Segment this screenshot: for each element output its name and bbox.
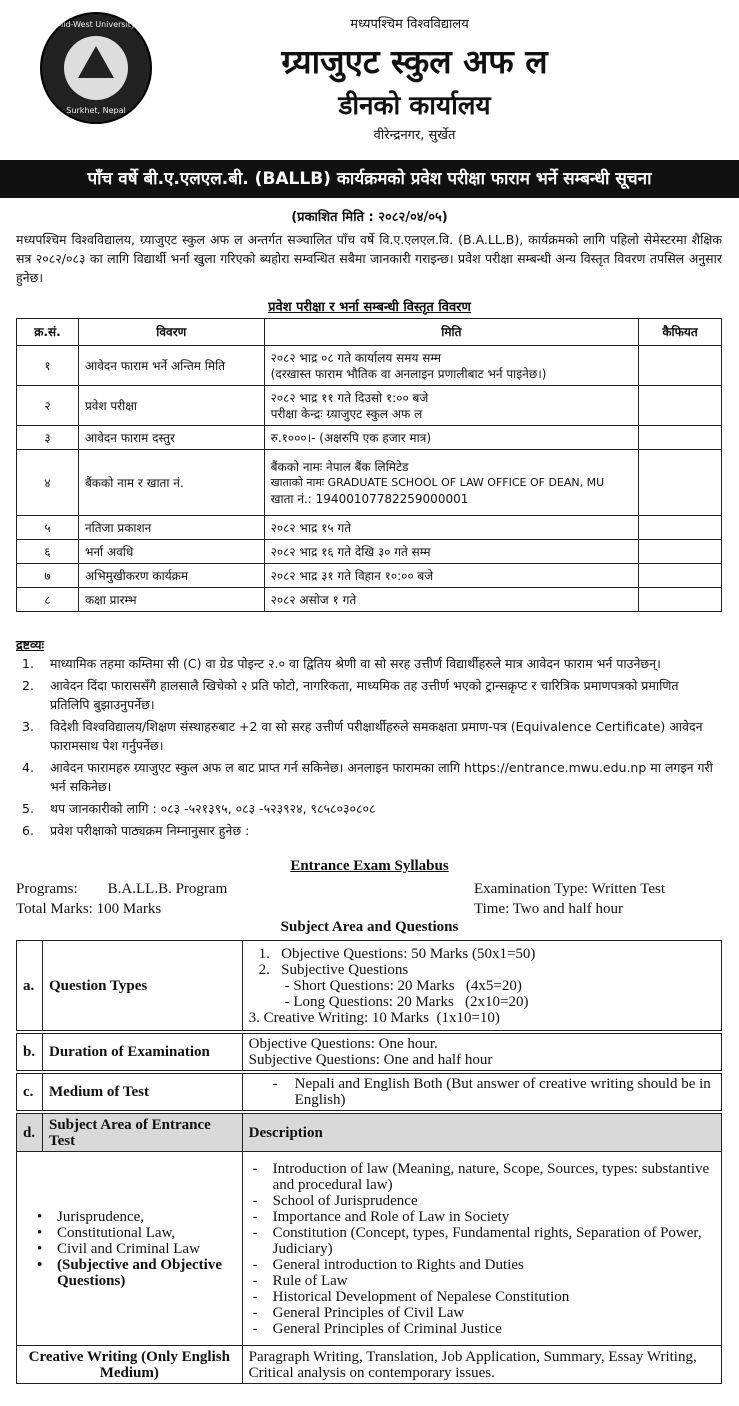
topic-text: School of Jurisprudence	[272, 1192, 418, 1209]
table-row	[17, 516, 722, 540]
dash-bullet-icon: -	[252, 1208, 258, 1225]
row-desc: अभिमुखीकरण कार्यक्रम	[78, 564, 264, 588]
table-row	[17, 1034, 722, 1071]
row-remarks	[639, 450, 722, 516]
row-remarks	[639, 426, 722, 450]
medium-text: Nepali and English Both (But answer of creative writing should be in English)	[294, 1076, 711, 1108]
question-types-cell	[242, 941, 721, 1031]
list-item: - Short Questions: 20 Marks (4x5=20)	[284, 977, 522, 994]
note-number: 5.	[22, 801, 34, 816]
date-line: २०८२ भाद्र ०८ गते कार्यालय समय सम्म	[270, 350, 442, 365]
programs-text: Programs: B.A.LL.B. Program	[16, 881, 228, 897]
list-item	[16, 821, 722, 840]
note-text: माध्यामिक तहमा कम्तिमा सी (C) वा ग्रेड पोइन्ट २.० वा द्वितिय श्रेणी वा सो सरह उत्तीर्ण विद्यार्थीहरुले मात्र आवेदन फाराम भर्न पाउनेछन्।	[50, 656, 661, 671]
topic-text: Importance and Role of Law in Society	[272, 1208, 510, 1225]
schedule-table-caption: प्रवेश परीक्षा र भर्ना सम्बन्धी विस्तृत विवरण	[268, 300, 471, 315]
note-number: 4.	[22, 760, 34, 775]
col-header-date: मिति	[264, 319, 638, 346]
date-line: खाता नं.: 19400107782259000001	[270, 491, 469, 506]
dash-bullet-icon: -	[252, 1256, 258, 1273]
list-item	[16, 654, 722, 673]
syllabus-table	[16, 940, 722, 1384]
note-text: आवेदन दिंदा फाराससँगै हालसालै खिचेको २ प्रति फोटो, नागरिकता, माध्यमिक तह उत्तीर्ण भएको ट्रान्सक्रृप्ट र चारित्रिक प्रमाणपत्रको प्रमाणित प्रतिलिपि बुझाउनुपर्नेछ।	[50, 678, 679, 712]
date-line: खाताको नामः GRADUATE SCHOOL OF LAW OFFICE OF DEAN, MU	[270, 475, 605, 489]
note-number: 2.	[22, 678, 34, 693]
row-date: रु.१०००।- (अक्षरुपि एक हजार मात्र)	[264, 426, 638, 450]
list-item	[23, 1209, 236, 1225]
row-date: २०८२ भाद्र ३१ गते विहान १०:०० बजे	[264, 564, 638, 588]
row-date: २०८२ भाद्र १५ गते	[264, 516, 638, 540]
list-item	[249, 1161, 715, 1193]
dash-bullet-icon: -	[252, 1192, 258, 1209]
row-remarks	[639, 386, 722, 426]
table-row	[17, 426, 722, 450]
row-label: a.	[17, 941, 43, 1031]
logo-text-bottom: Surkhet, Nepal	[66, 106, 126, 115]
list-item	[249, 1257, 715, 1273]
topic-text: Constitution (Concept, types, Fundamental rights, Separation of Power, Judiciary)	[272, 1224, 702, 1257]
row-date: २०८२ भाद्र १६ गते देखि ३० गते सम्म	[264, 540, 638, 564]
table-row	[17, 540, 722, 564]
subject-text: Constitutional Law,	[57, 1224, 176, 1241]
note-number: 1.	[22, 656, 34, 671]
date-line: २०८२ भाद्र ११ गते दिउसो १:०० बजे	[270, 390, 429, 405]
bullet-icon: •	[37, 1224, 43, 1241]
total-marks-text: Total Marks: 100 Marks	[16, 901, 162, 917]
row-title: Subject Area of Entrance Test	[42, 1114, 242, 1152]
duration-cell	[242, 1034, 721, 1071]
topic-text: Introduction of law (Meaning, nature, Scope, Sources, types: substantive and procedural law)	[272, 1160, 710, 1193]
list-item: Subjective Questions: One and half hour	[248, 1052, 493, 1068]
office-name: डीनको कार्यालय	[338, 91, 491, 121]
row-date	[264, 450, 638, 516]
notes-heading: द्रष्टव्यः	[16, 637, 44, 652]
syllabus-title: Entrance Exam Syllabus	[290, 858, 449, 874]
row-date	[264, 346, 638, 386]
list-item	[23, 1257, 236, 1289]
row-remarks	[639, 588, 722, 612]
list-item	[16, 758, 722, 796]
notes-list	[16, 654, 722, 843]
list-item	[16, 717, 722, 755]
office-location: वीरेन्द्रनगर, सुर्खेत	[373, 128, 456, 143]
row-desc: आवेदन फाराम दस्तुर	[78, 426, 264, 450]
subject-text: Jurisprudence,	[57, 1208, 145, 1225]
list-item	[249, 1193, 715, 1209]
bullet-icon: •	[37, 1256, 43, 1273]
bullet-icon: •	[37, 1208, 43, 1225]
university-name: मध्यपश्चिम विश्वविद्यालय	[350, 17, 469, 32]
description-header: Description	[242, 1114, 721, 1152]
row-desc: बैंकको नाम र खाता नं.	[78, 450, 264, 516]
exam-time-text: Time: Two and half hour	[474, 901, 623, 917]
col-header-remarks: कैफियत	[639, 319, 722, 346]
table-header-row	[17, 319, 722, 346]
logo-text-top: Mid-West University	[56, 20, 136, 29]
row-desc: भर्ना अवधि	[78, 540, 264, 564]
note-text: विदेशी विश्वविद्यालय/शिक्षण संस्थाहरुबाट +2 वा सो सरह उत्तीर्ण परीक्षार्थीहरुले समकक्षता प्रमाण-पत्र (Equivalence Certificate) आवेदन फारामसाथ पेश गर्नुपर्नेछ।	[50, 719, 703, 753]
dash-bullet-icon: -	[252, 1160, 258, 1177]
table-row	[17, 941, 722, 1031]
list-item: 2. Subjective Questions	[258, 961, 409, 978]
row-remarks	[639, 540, 722, 564]
subject-text: Civil and Criminal Law	[57, 1240, 200, 1257]
row-label: b.	[17, 1034, 43, 1071]
table-row	[17, 346, 722, 386]
topic-text: General introduction to Rights and Duties	[272, 1256, 524, 1273]
row-label: d.	[17, 1114, 43, 1152]
note-text: प्रवेश परीक्षाको पाठ्यक्रम निम्नानुसार हुनेछ :	[50, 823, 250, 838]
dash-bullet-icon: -	[252, 1304, 258, 1321]
row-remarks	[639, 516, 722, 540]
subjects-cell	[17, 1152, 243, 1346]
row-remarks	[639, 564, 722, 588]
creative-writing-title: Creative Writing (Only English Medium)	[17, 1346, 243, 1384]
list-item: - Long Questions: 20 Marks (2x10=20)	[284, 993, 529, 1010]
row-label: c.	[17, 1074, 43, 1111]
topic-text: General Principles of Civil Law	[272, 1304, 465, 1321]
list-item: Objective Questions: One hour.	[248, 1036, 438, 1052]
subject-text: (Subjective and Objective Questions)	[57, 1256, 222, 1289]
row-sn: ४	[17, 450, 79, 516]
row-sn: ७	[17, 564, 79, 588]
row-sn: ६	[17, 540, 79, 564]
list-item	[16, 799, 722, 818]
row-remarks	[639, 346, 722, 386]
col-header-description: विवरण	[78, 319, 264, 346]
list-item	[249, 1321, 715, 1337]
note-text: आवेदन फारामहरु ग्र्याजुएट स्कुल अफ ल बाट प्राप्त गर्न सकिनेछ। अनलाइन फारामका लागि https://entrance.mwu.edu.np मा लगइन गरी भर्न सकिनेछ।	[50, 760, 713, 794]
dash-bullet-icon: -	[252, 1224, 258, 1241]
published-date: (प्रकाशित मिति : २०८२/०४/०५)	[291, 210, 448, 225]
row-sn: ३	[17, 426, 79, 450]
medium-cell	[242, 1074, 721, 1111]
date-line: परीक्षा केन्द्रः ग्र्याजुएट स्कुल अफ ल	[270, 406, 423, 421]
row-date	[264, 386, 638, 426]
list-item: 1. Objective Questions: 50 Marks (50x1=50)	[258, 945, 536, 962]
list-item: 3. Creative Writing: 10 Marks (1x10=10)	[248, 1009, 500, 1026]
list-item	[16, 676, 722, 714]
schedule-table	[16, 318, 722, 612]
date-line: बैंकको नामः नेपाल बैंक लिमिटेड	[270, 459, 409, 474]
date-line: (दरखास्त फाराम भौतिक वा अनलाइन प्रणालीबाट भर्न पाइनेछ।)	[270, 366, 547, 381]
table-row	[17, 1346, 722, 1384]
dash-bullet-icon: -	[252, 1320, 258, 1337]
dash-bullet-icon: -	[272, 1076, 278, 1092]
list-item	[249, 1225, 715, 1257]
list-item	[249, 1076, 715, 1108]
row-sn: ८	[17, 588, 79, 612]
bullet-icon: •	[37, 1240, 43, 1257]
row-title: Medium of Test	[42, 1074, 242, 1111]
list-item	[249, 1289, 715, 1305]
topics-cell	[242, 1152, 721, 1346]
note-number: 3.	[22, 719, 34, 734]
dash-bullet-icon: -	[252, 1272, 258, 1289]
note-number: 6.	[22, 823, 34, 838]
note-text: थप जानकारीको लागि : ०८३ -५२१३९५, ०८३ -५२३९२४, ९८५८०३०८०८	[50, 801, 376, 816]
table-row	[17, 1114, 722, 1152]
dash-bullet-icon: -	[252, 1288, 258, 1305]
col-header-sn: क्र.सं.	[17, 319, 79, 346]
row-title: Question Types	[42, 941, 242, 1031]
list-item	[249, 1209, 715, 1225]
list-item	[23, 1225, 236, 1241]
table-row	[17, 1152, 722, 1346]
subject-area-title: Subject Area and Questions	[280, 919, 459, 935]
list-item	[249, 1273, 715, 1289]
creative-writing-text: Paragraph Writing, Translation, Job Application, Summary, Essay Writing, Critical analysis on contemporary issues.	[242, 1346, 721, 1384]
list-item	[23, 1241, 236, 1257]
notice-header	[0, 0, 739, 160]
table-row	[17, 588, 722, 612]
row-sn: २	[17, 386, 79, 426]
notice-title-banner: पाँच वर्षे बी.ए.एलएल.बी. (BALLB) कार्यक्रमको प्रवेश परीक्षा फाराम भर्ने सम्बन्धी सूचना	[0, 160, 739, 198]
table-row	[17, 564, 722, 588]
row-sn: ५	[17, 516, 79, 540]
row-desc: नतिजा प्रकाशन	[78, 516, 264, 540]
topic-text: Historical Development of Nepalese Constitution	[272, 1288, 570, 1305]
topic-text: General Principles of Criminal Justice	[272, 1320, 502, 1337]
row-desc: प्रवेश परीक्षा	[78, 386, 264, 426]
intro-paragraph: मध्यपश्चिम विश्वविद्यालय, ग्र्याजुएट स्कुल अफ ल अन्तर्गत सञ्चालित पाँच वर्षे वि.ए.एलएल.वि. (B.A.LL.B), कार्यक्रमको लागि पहिलो सेमेस्टरमा शैक्षिक सत्र २०८२/०८३ का लागि विद्यार्थी भर्ना खुला गरिएको ब्यहोरा सम्वन्धित सबैमा जानकारी गराइन्छ। प्रवेश परीक्षा सम्बन्धी अन्य विस्तृत विवरण तपसिल अनुसार हुनेछ।	[16, 232, 722, 285]
row-date: २०८२ असोज १ गते	[264, 588, 638, 612]
table-row	[17, 386, 722, 426]
row-sn: १	[17, 346, 79, 386]
topic-text: Rule of Law	[272, 1272, 348, 1289]
table-row	[17, 450, 722, 516]
row-desc: कक्षा प्रारम्भ	[78, 588, 264, 612]
table-row	[17, 1074, 722, 1111]
row-desc: आवेदन फाराम भर्ने अन्तिम मिति	[78, 346, 264, 386]
row-title: Duration of Examination	[42, 1034, 242, 1071]
list-item	[249, 1305, 715, 1321]
school-name: ग्र्याजुएट स्कुल अफ ल	[281, 42, 548, 81]
exam-type-text: Examination Type: Written Test	[474, 881, 666, 897]
